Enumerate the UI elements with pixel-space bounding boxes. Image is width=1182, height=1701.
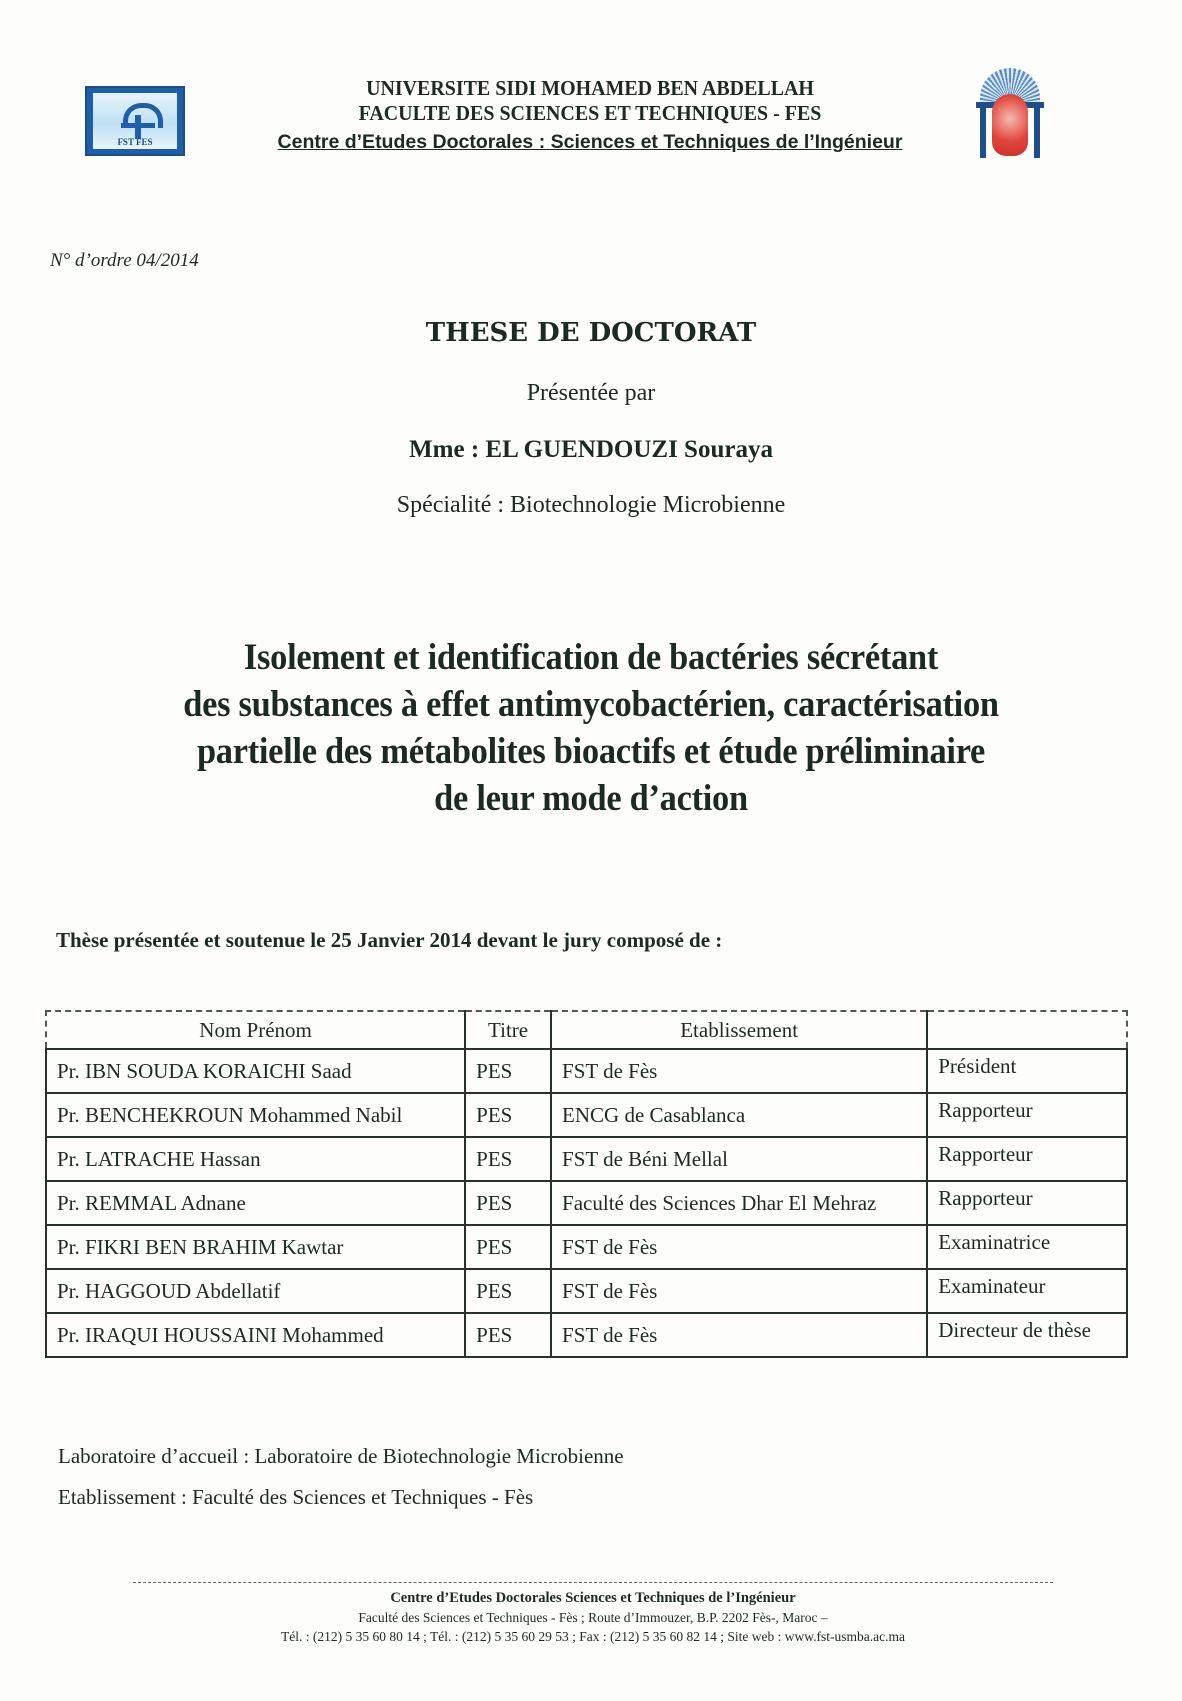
order-number: N° d’ordre 04/2014: [50, 250, 199, 271]
fst-fes-logo: [85, 86, 185, 156]
member-role: Rapporteur: [927, 1181, 1127, 1225]
author-name: Mme : EL GUENDOUZI Souraya: [409, 436, 773, 463]
member-role: Examinateur: [927, 1269, 1127, 1313]
footer-contacts: Tél. : (212) 5 35 60 80 14 ; Tél. : (212) 5 35 60 29 53 ; Fax : (212) 5 35 60 82 14 ; Site web : www.fst-usmba.ac.ma: [281, 1629, 905, 1644]
footer: [133, 1589, 1053, 1646]
member-institution: FST de Fès: [551, 1269, 927, 1313]
speciality: Spécialité : Biotechnologie Microbienne: [396, 492, 786, 518]
emblem-icon: [992, 94, 1028, 156]
member-name: Pr. REMMAL Adnane: [46, 1181, 465, 1225]
member-institution: FST de Fès: [551, 1225, 927, 1269]
member-institution: FST de Fès: [551, 1049, 927, 1093]
title-line: Isolement et identification de bactéries sécrétant: [243, 637, 939, 678]
member-name: Pr. HAGGOUD Abdellatif: [46, 1269, 465, 1313]
defense-statement: Thèse présentée et soutenue le 25 Janvier 2014 devant le jury composé de :: [56, 928, 723, 952]
member-institution: Faculté des Sciences Dhar El Mehraz: [551, 1181, 927, 1225]
column-header: Etablissement: [551, 1011, 927, 1049]
member-name: Pr. LATRACHE Hassan: [46, 1137, 465, 1181]
member-institution: ENCG de Casablanca: [551, 1093, 927, 1137]
host-institution: Etablissement : Faculté des Sciences et Techniques - Fès: [58, 1485, 534, 1509]
faculty-name: FACULTE DES SCIENCES ET TECHNIQUES - FES: [358, 101, 822, 125]
member-institution: FST de Béni Mellal: [551, 1137, 927, 1181]
title-line: des substances à effet antimycobactérien, caractérisation: [183, 684, 999, 725]
member-role: Directeur de thèse: [927, 1313, 1127, 1357]
member-institution: FST de Fès: [551, 1313, 927, 1357]
usmba-logo: [976, 68, 1044, 160]
host-laboratory: Laboratoire d’accueil : Laboratoire de Biotechnologie Microbienne: [58, 1444, 624, 1468]
table-header-row: [46, 1011, 1127, 1049]
column-header: Titre: [465, 1011, 551, 1049]
member-name: Pr. FIKRI BEN BRAHIM Kawtar: [46, 1225, 465, 1269]
table-row: [46, 1049, 1127, 1093]
member-role: Rapporteur: [927, 1137, 1127, 1181]
logo-left-text: FST FES: [117, 137, 153, 147]
university-name: UNIVERSITE SIDI MOHAMED BEN ABDELLAH: [366, 76, 814, 100]
member-title: PES: [465, 1181, 551, 1225]
member-name: Pr. BENCHEKROUN Mohammed Nabil: [46, 1093, 465, 1137]
footer-divider: [133, 1582, 1053, 1583]
member-role: Rapporteur: [927, 1093, 1127, 1137]
member-title: PES: [465, 1225, 551, 1269]
column-header: Nom Prénom: [46, 1011, 465, 1049]
member-title: PES: [465, 1049, 551, 1093]
member-name: Pr. IBN SOUDA KORAICHI Saad: [46, 1049, 465, 1093]
footer-center-name: Centre d’Etudes Doctorales Sciences et Techniques de l’Ingénieur: [390, 1590, 796, 1606]
thesis-title: [0, 634, 1182, 822]
table-row: [46, 1225, 1127, 1269]
presented-by: Présentée par: [526, 380, 656, 406]
member-title: PES: [465, 1093, 551, 1137]
member-title: PES: [465, 1269, 551, 1313]
table-row: [46, 1269, 1127, 1313]
table-row: [46, 1313, 1127, 1357]
table-row: [46, 1181, 1127, 1225]
member-role: Examinatrice: [927, 1225, 1127, 1269]
hosting-info: [58, 1436, 624, 1518]
doctoral-center: Centre d’Etudes Doctorales : Sciences et Techniques de l’Ingénieur: [277, 131, 903, 153]
title-line: partielle des métabolites bioactifs et étude préliminaire: [196, 731, 986, 772]
member-name: Pr. IRAQUI HOUSSAINI Mohammed: [46, 1313, 465, 1357]
table-row: [46, 1137, 1127, 1181]
degree-heading: THESE DE DOCTORAT: [425, 318, 757, 348]
table-row: [46, 1093, 1127, 1137]
column-header: [927, 1011, 1127, 1049]
jury-table: [45, 1010, 1128, 1358]
footer-address: Faculté des Sciences et Techniques - Fès ; Route d’Immouzer, B.P. 2202 Fès-, Maroc –: [358, 1610, 828, 1625]
letterhead: [240, 76, 940, 156]
member-title: PES: [465, 1313, 551, 1357]
member-role: Président: [927, 1049, 1127, 1093]
title-line: de leur mode d’action: [434, 778, 748, 819]
member-title: PES: [465, 1137, 551, 1181]
